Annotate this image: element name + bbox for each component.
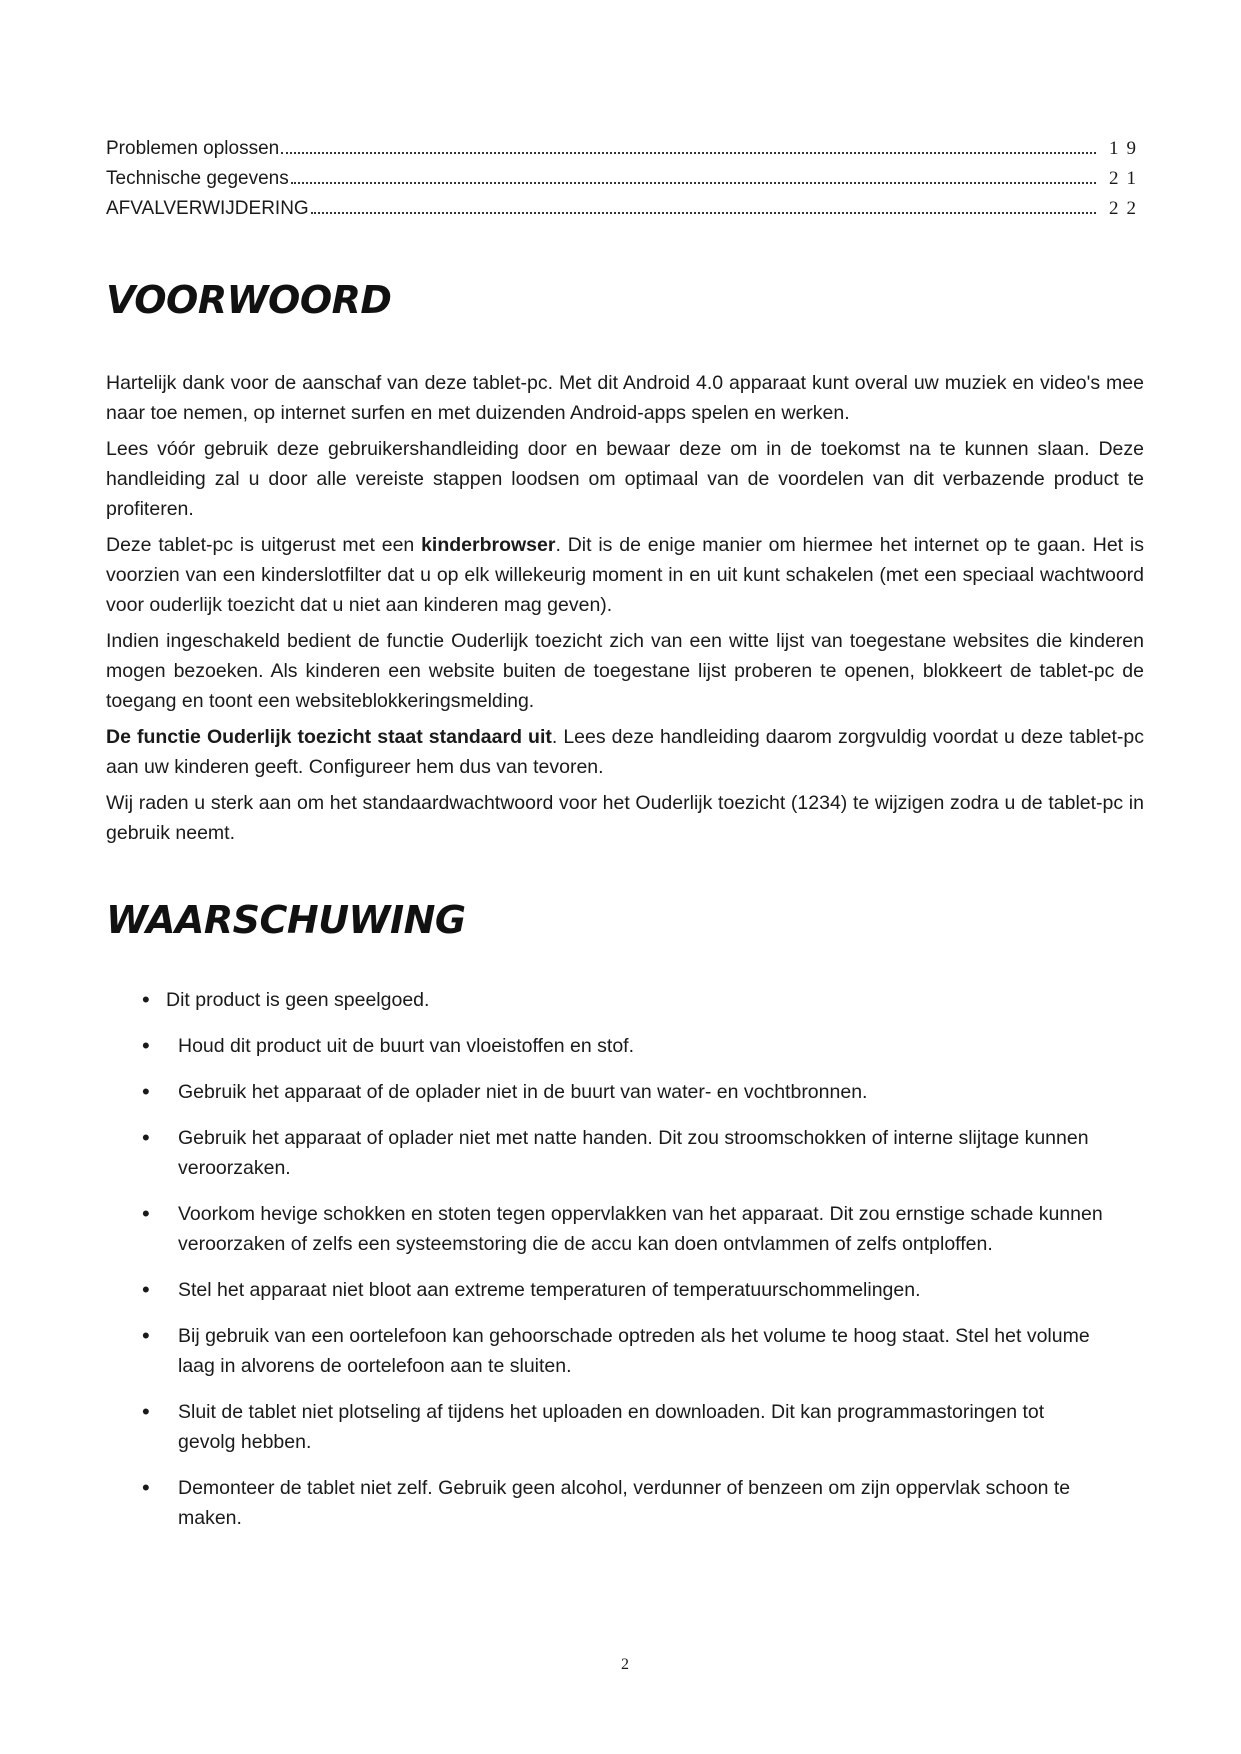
waarschuwing-heading: WAARSCHUWING (106, 898, 466, 942)
bold-statement: De functie Ouderlijk toezicht staat standaard uit (106, 726, 552, 748)
paragraph: Indien ingeschakeld bedient de functie Ouderlijk toezicht zich van een witte lijst van toegestane websites die kinderen mogen bezoeken. Als kinderen een website buiten de toegestane lijst proberen te openen, blokkeert de tablet-pc de toegang en toont een websiteblokkeringsmelding. (106, 630, 1144, 712)
bold-term: kinderbrowser (421, 534, 556, 556)
list-item: • Sluit de tablet niet plotseling af tijdens het uploaden en downloaden. Dit kan programmastoringen tot gevolg hebben. (106, 1397, 1106, 1457)
list-item: • Demonteer de tablet niet zelf. Gebruik geen alcohol, verdunner of benzeen om zijn oppervlak schoon te maken. (106, 1473, 1106, 1533)
paragraph (106, 722, 1144, 782)
list-item: • Dit product is geen speelgoed. (106, 985, 1106, 1015)
toc-entry-title: Problemen oplossen (106, 138, 280, 159)
list-item: • Gebruik het apparaat of de oplader niet in de buurt van water- en vochtbronnen. (106, 1077, 1106, 1107)
voorwoord-body (106, 368, 1144, 854)
toc-entry-page: 21 (1109, 168, 1144, 189)
toc-entry[interactable] (106, 138, 1144, 168)
toc-entry-title: Technische gegevens (106, 168, 289, 189)
list-item: • Gebruik het apparaat of oplader niet met natte handen. Dit zou stroomschokken of interne slijtage kunnen veroorzaken. (106, 1123, 1106, 1183)
toc-entry-page: 19 (1109, 138, 1144, 159)
paragraph-text: . Lees deze handleiding daarom zorgvuldig voordat u deze tablet-pc aan uw kinderen geeft. Configureer hem dus van tevoren. (106, 726, 1144, 778)
paragraph: Wij raden u sterk aan om het standaardwachtwoord voor het Ouderlijk toezicht (1234) te wijzigen zodra u de tablet-pc in gebruik neemt. (106, 792, 1144, 844)
paragraph: Hartelijk dank voor de aanschaf van deze tablet-pc. Met dit Android 4.0 apparaat kunt overal uw muziek en video's mee naar toe nemen, op internet surfen en met duizenden Android-apps spelen en werken. (106, 372, 1144, 424)
list-item: • Houd dit product uit de buurt van vloeistoffen en stof. (106, 1031, 1106, 1061)
toc-entry-page: 22 (1109, 198, 1144, 219)
paragraph-text: Deze tablet-pc is uitgerust met een (106, 534, 422, 556)
voorwoord-heading: VOORWOORD (106, 278, 392, 322)
toc-entry[interactable] (106, 198, 1144, 228)
list-item: • Voorkom hevige schokken en stoten tegen oppervlakken van het apparaat. Dit zou ernstige schade kunnen veroorzaken of zelfs een systeemstoring die de accu kan doen ontvlammen of zelfs ontploffen. (106, 1199, 1106, 1259)
page-number: 2 (621, 1656, 629, 1673)
paragraph-text: . Dit is de enige manier om hiermee het internet op te gaan. Het is voorzien van een kinderslotfilter dat u op elk willekeurig moment in en uit kunt schakelen (met een speciaal wachtwoord voor ouderlijk toezicht dat u niet aan kinderen mag geven). (106, 534, 1144, 616)
warning-list (106, 985, 1106, 1549)
toc-entry-title: AFVALVERWIJDERING (106, 198, 309, 219)
toc-entry[interactable] (106, 168, 1144, 198)
list-item: • Bij gebruik van een oortelefoon kan gehoorschade optreden als het volume te hoog staat. Stel het volume laag in alvorens de oortelefoon aan te sluiten. (106, 1321, 1106, 1381)
toc-leader-dots (291, 182, 1096, 184)
paragraph: Lees vóór gebruik deze gebruikershandleiding door en bewaar deze om in de toekomst na te kunnen slaan. Deze handleiding zal u door alle vereiste stappen loodsen om optimaal van de voordelen van dit verbazende product te profiteren. (106, 438, 1144, 520)
list-item: • Stel het apparaat niet bloot aan extreme temperaturen of temperatuurschommelingen. (106, 1275, 1106, 1305)
paragraph (106, 530, 1144, 620)
table-of-contents (106, 138, 1144, 228)
toc-leader-dots (281, 152, 1096, 154)
toc-leader-dots (311, 212, 1096, 214)
